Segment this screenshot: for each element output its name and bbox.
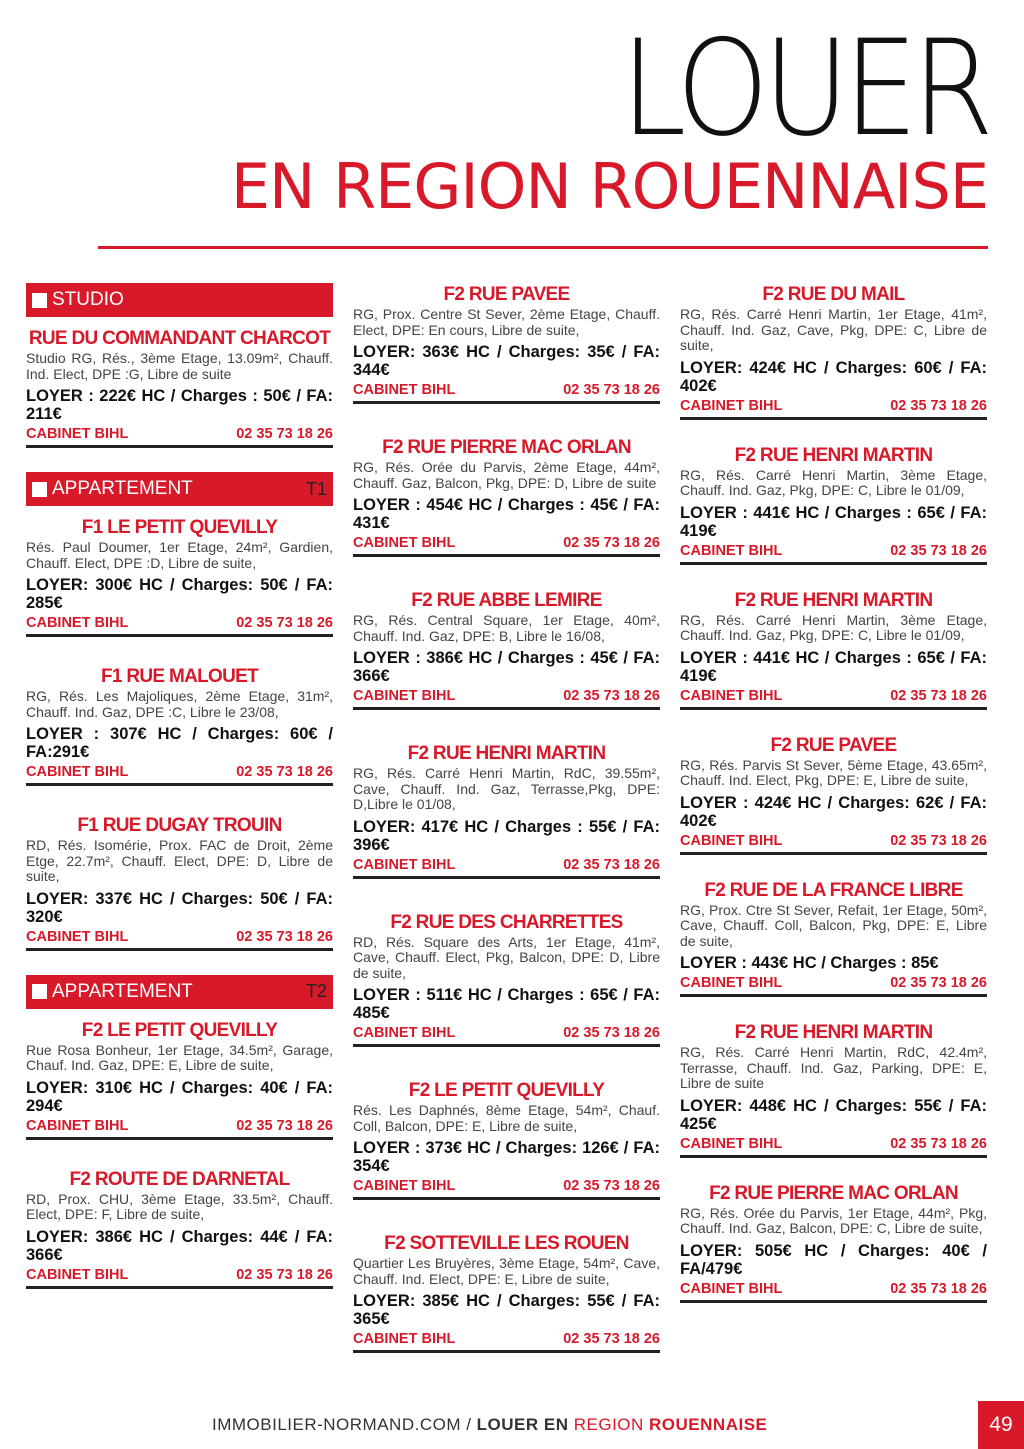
listing-description: RD, Prox. CHU, 3ème Etage, 33.5m², Chauff. Elect, DPE: F, Libre de suite, — [26, 1190, 333, 1222]
listing-card — [680, 734, 987, 855]
agency-phone[interactable]: 02 35 73 18 26 — [890, 1280, 987, 1297]
agency-name: CABINET BIHL — [353, 688, 456, 704]
listing-price: LOYER : 307€ HC / Charges: 60€ / FA:291€ — [26, 725, 333, 761]
listing-card — [353, 1232, 660, 1353]
agency-phone[interactable]: 02 35 73 18 26 — [890, 832, 987, 849]
footer-section-3: ROUENNAISE — [649, 1415, 768, 1434]
listing-title: F2 RUE HENRI MARTIN — [734, 1022, 933, 1043]
agency-name: CABINET BIHL — [680, 1280, 783, 1297]
agency-phone[interactable]: 02 35 73 18 26 — [563, 856, 660, 873]
listing-description: RD, Rés. Isomérie, Prox. FAC de Droit, 2ème Etge, 22.7m², Chauff. Elect, DPE: D, Libre de suite, — [26, 837, 333, 884]
category-label: STUDIO — [52, 289, 124, 310]
agency-name: CABINET BIHL — [26, 615, 129, 631]
agency-phone[interactable]: 02 35 73 18 26 — [563, 1025, 660, 1041]
listing-contact — [353, 1025, 660, 1041]
page-subtitle: EN REGION ROUENNAISE — [230, 150, 988, 223]
agency-phone[interactable]: 02 35 73 18 26 — [890, 975, 987, 991]
agency-phone[interactable]: 02 35 73 18 26 — [236, 928, 333, 945]
footer-section-1: LOUER EN — [476, 1415, 574, 1434]
category-header-t1 — [26, 472, 333, 506]
agency-phone[interactable]: 02 35 73 18 26 — [890, 542, 987, 559]
category-header-t2 — [26, 975, 333, 1009]
listing-title: F2 RUE DES CHARRETTES — [390, 911, 623, 933]
listing-description: RG, Rés. Central Square, 1er Etage, 40m², Chauff. Ind. Gaz, DPE: B, Libre le 16/08, — [353, 612, 660, 644]
agency-phone[interactable]: 02 35 73 18 26 — [563, 688, 660, 704]
listing-price: LOYER : 222€ HC / Charges : 50€ / FA: 211€ — [26, 387, 333, 423]
listing-description: Rés. Les Daphnés, 8ème Etage, 54m², Chauf. Coll, Balcon, DPE: E, Libre de suite, — [353, 1102, 660, 1134]
page-title: LOUER — [620, 10, 988, 166]
listing-title: F2 RUE DE LA FRANCE LIBRE — [704, 879, 963, 901]
footer-section-2: REGION — [573, 1415, 650, 1434]
listing-card — [26, 327, 333, 448]
listing-card — [680, 589, 987, 710]
listing-price: LOYER : 386€ HC / Charges : 45€ / FA: 366€ — [353, 649, 660, 685]
listing-price: LOYER: 505€ HC / Charges: 40€ / FA/479€ — [680, 1241, 987, 1278]
category-label: APPARTEMENT — [52, 478, 193, 499]
header-divider — [98, 246, 988, 249]
agency-phone[interactable]: 02 35 73 18 26 — [236, 764, 333, 780]
page-number: 49 — [978, 1401, 1024, 1449]
listing-price: LOYER : 511€ HC / Charges : 65€ / FA: 485€ — [353, 986, 660, 1022]
listing-description: RG, Rés. Orée du Parvis, 2ème Etage, 44m², Chauff. Gaz, Balcon, Pkg, DPE: D, Libre de suite — [353, 459, 660, 491]
agency-name: CABINET BIHL — [680, 832, 783, 849]
agency-phone[interactable]: 02 35 73 18 26 — [890, 687, 987, 704]
agency-phone[interactable]: 02 35 73 18 26 — [236, 426, 333, 442]
agency-name: CABINET BIHL — [26, 928, 129, 945]
listing-card — [353, 436, 660, 557]
agency-name: CABINET BIHL — [353, 1331, 456, 1347]
listing-title: F2 LE PETIT QUEVILLY — [408, 1080, 605, 1101]
listing-card — [680, 283, 987, 420]
agency-name: CABINET BIHL — [353, 856, 456, 873]
listing-card — [26, 1019, 333, 1140]
listing-contact — [353, 688, 660, 704]
listing-description: Quartier Les Bruyères, 3ème Etage, 54m², Cave, Chauff. Ind. Elect, DPE: E, Libre de suite, — [353, 1255, 660, 1287]
t1-listings — [26, 516, 333, 951]
listing-card — [353, 589, 660, 710]
agency-name: CABINET BIHL — [680, 687, 783, 704]
listing-contact — [680, 398, 987, 414]
category-header-studio — [26, 283, 333, 317]
agency-name: CABINET BIHL — [680, 1135, 783, 1152]
agency-phone[interactable]: 02 35 73 18 26 — [236, 1117, 333, 1134]
listing-description: RG, Rés. Carré Henri Martin, RdC, 39.55m², Cave, Chauff. Ind. Gaz, Terrasse,Pkg, DPE: D,Libre le 01/08, — [353, 765, 660, 812]
listing-card — [680, 1021, 987, 1158]
agency-name: CABINET BIHL — [353, 382, 456, 398]
listing-price: LOYER: 363€ HC / Charges: 35€ / FA: 344€ — [353, 343, 660, 379]
listing-title: RUE DU COMMANDANT CHARCOT — [28, 328, 331, 349]
listing-price: LOYER: 385€ HC / Charges: 55€ / FA: 365€ — [353, 1292, 660, 1328]
listing-price: LOYER : 441€ HC / Charges : 65€ / FA: 419€ — [680, 648, 987, 685]
listing-price: LOYER : 373€ HC / Charges: 126€ / FA: 354€ — [353, 1139, 660, 1175]
listing-card — [680, 1182, 987, 1303]
listing-contact — [26, 615, 333, 631]
listing-title: F2 RUE PAVEE — [443, 284, 570, 305]
listing-price: LOYER : 441€ HC / Charges : 65€ / FA: 419€ — [680, 503, 987, 540]
category-tag: T2 — [305, 981, 327, 1001]
agency-phone[interactable]: 02 35 73 18 26 — [890, 1135, 987, 1152]
listing-card — [353, 742, 660, 879]
listing-title: F1 RUE MALOUET — [101, 666, 258, 687]
listing-description: RD, Rés. Square des Arts, 1er Etage, 41m², Cave, Chauff. Elect, Pkg, Balcon, DPE: D, Libre de suite, — [353, 933, 660, 981]
listing-description: Rue Rosa Bonheur, 1er Etage, 34.5m², Garage, Chauf. Ind. Gaz, DPE: E, Libre de suite, — [26, 1041, 333, 1073]
agency-name: CABINET BIHL — [680, 542, 783, 559]
footer-line — [212, 1415, 767, 1435]
agency-phone[interactable]: 02 35 73 18 26 — [563, 535, 660, 551]
listing-card — [353, 283, 660, 404]
listing-card — [353, 911, 660, 1048]
listing-price: LOYER : 454€ HC / Charges : 45€ / FA: 431€ — [353, 496, 660, 532]
listing-card — [680, 444, 987, 565]
listing-price: LOYER: 448€ HC / Charges: 55€ / FA: 425€ — [680, 1096, 987, 1133]
footer-separator: / — [461, 1415, 477, 1434]
listing-contact — [680, 975, 987, 991]
listing-card — [26, 1168, 333, 1289]
listing-description: RG, Rés. Carré Henri Martin, 3ème Etage, Chauff. Ind. Gaz, Pkg, DPE: C, Libre le 01/09, — [680, 466, 987, 498]
agency-name: CABINET BIHL — [26, 426, 129, 442]
agency-name: CABINET BIHL — [353, 1025, 456, 1041]
agency-name: CABINET BIHL — [26, 764, 129, 780]
agency-name: CABINET BIHL — [353, 1178, 456, 1194]
listing-contact — [680, 1136, 987, 1152]
agency-name: CABINET BIHL — [353, 535, 456, 551]
listing-contact — [680, 1281, 987, 1297]
agency-phone[interactable]: 02 35 73 18 26 — [563, 382, 660, 398]
listing-description: RG, Rés. Carré Henri Martin, RdC, 42.4m², Terrasse, Chauff. Ind. Gaz, Parking, DPE: E, Libre de suite — [680, 1044, 987, 1091]
listing-contact — [353, 382, 660, 398]
agency-phone[interactable]: 02 35 73 18 26 — [890, 397, 987, 414]
column-2 — [353, 283, 660, 1377]
agency-name: CABINET BIHL — [26, 1266, 129, 1283]
listing-title: F2 RUE HENRI MARTIN — [407, 743, 606, 764]
listing-contact — [353, 857, 660, 873]
listing-contact — [26, 426, 333, 442]
listing-contact — [26, 1118, 333, 1134]
listing-contact — [26, 764, 333, 780]
listing-title: F2 RUE ABBE LEMIRE — [411, 590, 602, 611]
listing-description: RG, Rés. Les Majoliques, 2ème Etage, 31m², Chauff. Ind. Gaz, DPE :C, Libre le 23/08, — [26, 688, 333, 720]
footer-site[interactable]: IMMOBILIER-NORMAND.COM — [212, 1415, 461, 1434]
listing-title: F1 LE PETIT QUEVILLY — [81, 517, 278, 538]
listing-title: F2 RUE HENRI MARTIN — [734, 444, 933, 466]
listing-contact — [353, 535, 660, 551]
listing-title: F1 RUE DUGAY TROUIN — [77, 815, 282, 836]
listing-description: RG, Rés. Carré Henri Martin, 1er Etage, 41m², Chauff. Ind. Gaz, Cave, Pkg, DPE: C, Libre de suite, — [680, 306, 987, 353]
column-3 — [680, 283, 987, 1327]
agency-phone[interactable]: 02 35 73 18 26 — [563, 1331, 660, 1347]
listing-card — [26, 814, 333, 951]
listing-description: RG, Rés. Orée du Parvis, 1er Etage, 44m², Pkg, Chauff. Ind. Gaz, Balcon, DPE: C, Libre de suite, — [680, 1204, 987, 1236]
column-1 — [26, 283, 333, 1313]
listing-price: LOYER : 443€ HC / Charges : 85€ — [680, 954, 939, 972]
listing-price: LOYER: 417€ HC / Charges : 55€ / FA: 396€ — [353, 817, 660, 854]
agency-name: CABINET BIHL — [680, 975, 783, 991]
listing-contact — [680, 833, 987, 849]
listing-description: RG, Rés. Carré Henri Martin, 3ème Etage, Chauff. Ind. Gaz, Pkg, DPE: C, Libre le 01/09, — [680, 611, 987, 643]
square-bullet-icon — [32, 293, 47, 308]
listing-title: F2 LE PETIT QUEVILLY — [81, 1019, 278, 1041]
agency-phone[interactable]: 02 35 73 18 26 — [236, 615, 333, 631]
listing-contact — [680, 688, 987, 704]
listing-card — [26, 516, 333, 637]
agency-name: CABINET BIHL — [26, 1117, 129, 1134]
category-label: APPARTEMENT — [52, 980, 193, 1002]
listing-contact — [353, 1178, 660, 1194]
listing-price: LOYER : 424€ HC / Charges: 62€ / FA: 402€ — [680, 793, 987, 830]
listing-title: F2 RUE PIERRE MAC ORLAN — [382, 437, 631, 458]
listing-description: Studio RG, Rés., 3ème Etage, 13.09m², Chauff. Ind. Elect, DPE :G, Libre de suite — [26, 350, 333, 382]
agency-phone[interactable]: 02 35 73 18 26 — [236, 1266, 333, 1283]
listing-contact — [26, 1267, 333, 1283]
square-bullet-icon — [32, 482, 47, 497]
listing-description: RG, Prox. Ctre St Sever, Refait, 1er Etage, 50m², Cave, Chauff. Coll, Balcon, Pkg, DPE: E, Libre de suite, — [680, 901, 987, 949]
listing-card — [353, 1079, 660, 1200]
t2-listings — [26, 1019, 333, 1289]
listing-contact — [680, 543, 987, 559]
listing-description: RG, Rés. Parvis St Sever, 5ème Etage, 43.65m², Chauff. Ind. Elect, Pkg, DPE: E, Libre de suite, — [680, 756, 987, 788]
category-tag: T1 — [305, 478, 327, 499]
listing-title: F2 SOTTEVILLE LES ROUEN — [384, 1233, 629, 1254]
listing-title: F2 ROUTE DE DARNETAL — [69, 1168, 290, 1190]
listing-title: F2 RUE DU MAIL — [762, 284, 905, 305]
listing-contact — [26, 929, 333, 945]
agency-name: CABINET BIHL — [680, 397, 783, 414]
listing-description: Rés. Paul Doumer, 1er Etage, 24m², Gardien, Chauff. Elect, DPE :D, Libre de suite, — [26, 539, 333, 571]
listing-card — [680, 879, 987, 998]
agency-phone[interactable]: 02 35 73 18 26 — [563, 1178, 660, 1194]
studio-listings — [26, 327, 333, 448]
listing-price: LOYER: 337€ HC / Charges: 50€ / FA: 320€ — [26, 889, 333, 926]
listing-contact — [353, 1331, 660, 1347]
listing-title: F2 RUE PIERRE MAC ORLAN — [709, 1182, 958, 1204]
listing-title: F2 RUE HENRI MARTIN — [734, 589, 933, 611]
listing-price: LOYER: 300€ HC / Charges: 50€ / FA: 285€ — [26, 576, 333, 612]
listing-card — [26, 665, 333, 786]
listing-price: LOYER: 310€ HC / Charges: 40€ / FA: 294€ — [26, 1078, 333, 1115]
listing-price: LOYER: 386€ HC / Charges: 44€ / FA: 366€ — [26, 1227, 333, 1264]
listing-description: RG, Prox. Centre St Sever, 2ème Etage, Chauff. Elect, DPE: En cours, Libre de suite, — [353, 306, 660, 338]
listing-price: LOYER: 424€ HC / Charges: 60€ / FA: 402€ — [680, 358, 987, 395]
listing-title: F2 RUE PAVEE — [770, 734, 897, 756]
square-bullet-icon — [32, 984, 47, 999]
